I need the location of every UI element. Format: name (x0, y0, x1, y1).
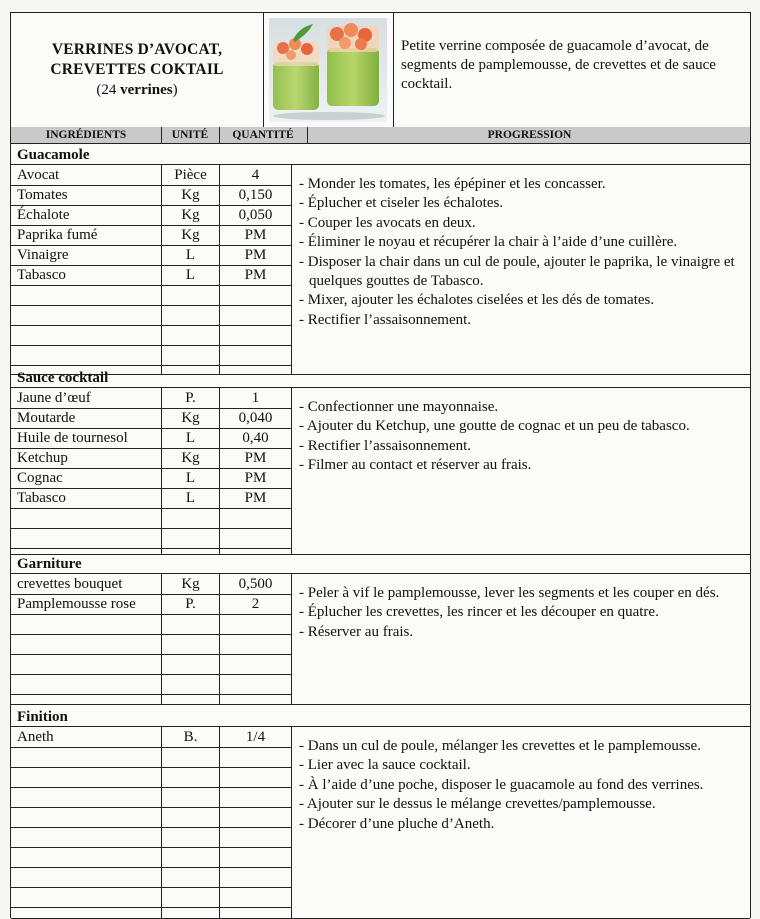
ingredient-row (11, 185, 291, 206)
progression-step: - Éplucher les crevettes, les rincer et les découper en quatre. (299, 604, 659, 621)
col-ingredients: INGRÉDIENTS (45, 129, 127, 141)
verrine-photo-icon (269, 18, 387, 122)
ingredient-row (11, 528, 291, 549)
ingredient-name: crevettes bouquet (17, 576, 123, 592)
ingredient-row (11, 428, 291, 449)
ingredient-name: Pamplemousse rose (17, 596, 136, 612)
progression-steps (299, 584, 747, 642)
ingredient-row (11, 285, 291, 306)
recipe-title-line2: CREVETTES COKTAIL (50, 61, 224, 78)
progression-step: - Décorer d’une pluche d’Aneth. (299, 815, 495, 832)
ingredient-quantity: PM (244, 247, 267, 263)
progression-step: - Rectifier l’assaisonnement. (299, 437, 472, 454)
ingredient-row (11, 787, 291, 808)
progression-step: - Ajouter du Ketchup, une goutte de cognac et un peu de tabasco. (299, 418, 690, 435)
section-guacamole (11, 145, 750, 375)
progression-step: - Ajouter sur le dessus le mélange crevettes/pamplemousse. (299, 796, 656, 813)
ingredient-unit: Kg (181, 410, 200, 426)
section-sauce-cocktail (11, 368, 750, 555)
ingredient-quantity: 4 (251, 167, 260, 183)
ingredient-quantity: 0,040 (238, 410, 273, 426)
ingredient-row (11, 468, 291, 489)
section-title: Garniture (11, 554, 750, 574)
ingredient-quantity: 1 (251, 390, 260, 406)
ingredient-row (11, 325, 291, 346)
ingredient-unit: L (185, 490, 196, 506)
section-title: Guacamole (11, 145, 750, 165)
ingredient-unit: L (185, 267, 196, 283)
progression-step: - Rectifier l’assaisonnement. (299, 311, 472, 328)
ingredient-row (11, 727, 291, 748)
ingredient-row (11, 614, 291, 635)
ingredient-name: Tomates (17, 187, 68, 203)
ingredient-name: Aneth (17, 729, 54, 745)
section-title: Sauce cocktail (11, 368, 750, 388)
yield-prefix: (24 (96, 82, 121, 98)
ingredient-name: Paprika fumé (17, 227, 98, 243)
ingredient-row (11, 345, 291, 366)
ingredient-name: Ketchup (17, 450, 68, 466)
progression-step: - Peler à vif le pamplemousse, lever les segments et les couper en dés. (299, 585, 720, 601)
ingredient-name: Échalote (17, 207, 70, 223)
ingredient-row (11, 654, 291, 675)
ingredient-unit: B. (183, 729, 198, 745)
ingredient-row (11, 508, 291, 529)
progression-step: - Réserver au frais. (299, 623, 414, 640)
progression-step: - Couper les avocats en deux. (299, 214, 476, 231)
ingredient-row (11, 448, 291, 469)
ingredient-unit: P. (185, 596, 196, 612)
recipe-title-block (11, 13, 264, 127)
yield-suffix: ) (172, 82, 178, 98)
ingredient-name: Vinaigre (17, 247, 69, 263)
ingredient-quantity: 0,050 (238, 207, 273, 223)
ingredient-unit: L (185, 470, 196, 486)
ingredient-row (11, 827, 291, 848)
ingredient-quantity: 0,40 (242, 430, 269, 446)
ingredient-row (11, 408, 291, 429)
ingredient-unit: L (185, 247, 196, 263)
ingredient-unit: Pièce (174, 167, 207, 183)
verrine-photo (263, 13, 394, 127)
ingredient-unit: Kg (181, 227, 200, 243)
recipe-title-line1: VERRINES D’AVOCAT, (51, 41, 223, 58)
progression-step: - Dans un cul de poule, mélanger les crevettes et le pamplemousse. (299, 738, 701, 754)
section-garniture (11, 554, 750, 705)
progression-step: - Disposer la chair dans un cul de poule, ajouter le paprika, le vinaigre et quelques gouttes de Tabasco. (299, 253, 735, 290)
ingredient-unit: P. (185, 390, 196, 406)
ingredient-row (11, 674, 291, 695)
progression-steps (299, 398, 747, 476)
ingredient-row (11, 245, 291, 266)
section-finition (11, 707, 750, 919)
recipe-yield (96, 80, 177, 100)
progression-step: - Confectionner une mayonnaise. (299, 399, 499, 415)
ingredient-name: Huile de tournesol (17, 430, 128, 446)
ingredient-quantity: PM (244, 490, 267, 506)
col-progression: PROGRESSION (487, 129, 572, 141)
progression-step: - À l’aide d’une poche, disposer le guacamole au fond des verrines. (299, 776, 704, 793)
ingredient-unit: Kg (181, 207, 200, 223)
progression-step: - Filmer au contact et réserver au frais. (299, 457, 532, 474)
section-title: Finition (11, 707, 750, 727)
ingredient-row (11, 574, 291, 595)
progression-step: - Monder les tomates, les épépiner et les concasser. (299, 176, 606, 192)
progression-step: - Lier avec la sauce cocktail. (299, 757, 471, 774)
progression-steps (299, 175, 747, 330)
col-quantity: QUANTITÉ (232, 129, 294, 141)
ingredient-row (11, 887, 291, 908)
ingredient-quantity: 1/4 (245, 729, 266, 745)
ingredient-name: Tabasco (17, 267, 66, 283)
col-unit: UNITÉ (171, 129, 209, 141)
ingredient-row (11, 488, 291, 509)
ingredient-row (11, 594, 291, 615)
ingredient-unit: Kg (181, 187, 200, 203)
ingredient-quantity: 2 (251, 596, 260, 612)
ingredient-row (11, 767, 291, 788)
recipe-description: Petite verrine composée de guacamole d’avocat, de segments de pamplemousse, de crevettes et de sauce cocktail. (401, 38, 716, 92)
ingredient-quantity: PM (244, 450, 267, 466)
ingredient-name: Avocat (17, 167, 60, 183)
progression-step: - Éplucher et ciseler les échalotes. (299, 195, 504, 212)
ingredient-row (11, 225, 291, 246)
recipe-sheet (10, 12, 751, 918)
ingredient-unit: Kg (181, 450, 200, 466)
ingredient-row (11, 847, 291, 868)
ingredient-name: Cognac (17, 470, 63, 486)
yield-unit: verrines (120, 82, 173, 98)
ingredient-quantity: 0,500 (238, 576, 273, 592)
ingredient-row (11, 747, 291, 768)
progression-step: - Éliminer le noyau et récupérer la chair à l’aide d’une cuillère. (299, 234, 678, 251)
ingredient-unit: Kg (181, 576, 200, 592)
ingredient-row (11, 634, 291, 655)
ingredient-name: Moutarde (17, 410, 76, 426)
ingredient-unit: L (185, 430, 196, 446)
ingredient-row (11, 305, 291, 326)
ingredient-quantity: PM (244, 267, 267, 283)
progression-step: - Mixer, ajouter les échalotes ciselées et les dés de tomates. (299, 292, 655, 309)
ingredient-quantity: 0,150 (238, 187, 273, 203)
ingredient-row (11, 205, 291, 226)
ingredient-row (11, 388, 291, 409)
ingredient-quantity: PM (244, 470, 267, 486)
ingredient-name: Jaune d’œuf (17, 390, 91, 406)
recipe-header (11, 13, 750, 128)
column-header (11, 127, 750, 144)
ingredient-quantity: PM (244, 227, 267, 243)
ingredient-row (11, 867, 291, 888)
ingredient-row (11, 265, 291, 286)
progression-steps (299, 737, 747, 834)
ingredient-name: Tabasco (17, 490, 66, 506)
ingredient-row (11, 165, 291, 186)
ingredient-row (11, 807, 291, 828)
